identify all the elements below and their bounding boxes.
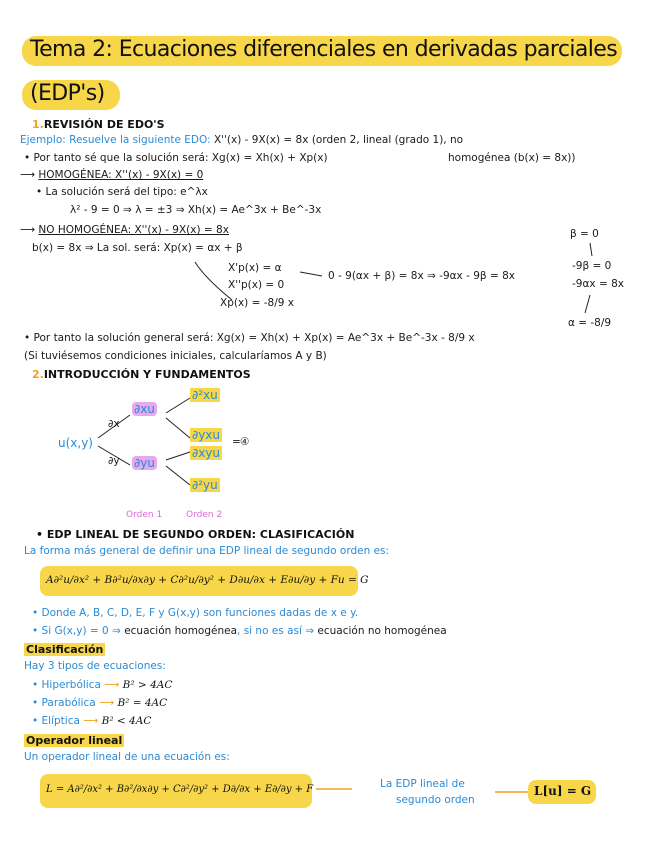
homog-characteristic: λ² - 9 = 0 ⇒ λ = ±3 ⇒ Xh(x) = Ae^3x + Be^-3x (70, 204, 322, 216)
tree-root: u(x,y) (58, 436, 93, 450)
ejemplo-label: Ejemplo: (20, 134, 66, 146)
section-number: 2. (32, 368, 44, 381)
alpha-result: α = -8/9 (568, 317, 612, 329)
page-title: Tema 2: Ecuaciones diferenciales en derivadas parciales (30, 37, 618, 62)
beta-result: β = 0 (570, 228, 599, 240)
operator-heading (24, 734, 124, 747)
leaf-dyxu (190, 428, 222, 442)
page-subtitle: (EDP's) (30, 81, 105, 106)
homog-heading: ⟶ HOMOGÉNEA: X''(x) - 9X(x) = 0 (20, 169, 204, 181)
orden-1-label: Orden 1 (126, 510, 163, 520)
operator-intro: Un operador lineal de una ecuación es: (24, 751, 230, 763)
operator-title: Operador lineal (26, 734, 123, 747)
leaf-dxxu-label: ∂²xu (192, 388, 218, 402)
equality-sign: = (232, 436, 241, 448)
type-parabolic: • Parabólica ⟶ B² = 4AC (32, 697, 168, 709)
node-dxu-label: ∂xu (134, 402, 155, 416)
system-eq-1: -9β = 0 (572, 260, 612, 272)
homogeneous-label: ecuación homogénea (124, 625, 238, 637)
leaf-dyyu-label: ∂²yu (192, 478, 218, 492)
section-number: 1. (32, 118, 44, 131)
edp-intro: La forma más general de definir una EDP lineal de segundo orden es: (24, 545, 390, 557)
rule-else: , si no es así ⇒ (237, 625, 315, 637)
orden-2-label: Orden 2 (186, 510, 223, 520)
node-dxu (132, 402, 157, 416)
theorem-mark: ④ (240, 436, 250, 448)
ejemplo-equation: X''(x) - 9X(x) = 8x (213, 134, 309, 146)
section-title: REVISIÓN DE EDO'S (43, 118, 165, 131)
operator-note-1: La EDP lineal de (380, 778, 465, 790)
operator-formula: L = A∂²/∂x² + B∂²/∂x∂y + C∂²/∂y² + D∂/∂x + E∂/∂y + F (46, 784, 314, 795)
type-hyperbolic-label: • Hiperbólica (32, 679, 101, 691)
classification-title: Clasificación (26, 643, 104, 656)
homog-solution-type: • La solución será del tipo: e^λx (36, 186, 208, 198)
derivative-2: X''p(x) = 0 (228, 279, 285, 291)
tree-edge-y: ∂y (108, 455, 120, 467)
type-parabolic-condition: B² = 4AC (117, 697, 168, 709)
coefficients-note: • Donde A, B, C, D, E, F y G(x,y) son funciones dadas de x e y. (32, 607, 359, 619)
leaf-dxxu (190, 388, 220, 402)
operator-result: L[u] = G (534, 784, 592, 798)
type-hyperbolic: • Hiperbólica ⟶ B² > 4AC (32, 679, 173, 691)
non-homogeneous-label: ecuación no homogénea (317, 625, 447, 637)
section-title: INTRODUCCIÓN Y FUNDAMENTOS (43, 368, 251, 381)
system-eq-2: -9αx = 8x (572, 278, 624, 290)
general-solution: • Por tanto la solución general será: Xg(x) = Xh(x) + Xp(x) = Ae^3x + Be^-3x - 8/9 x (24, 332, 475, 344)
nohomog-equation: NO HOMOGÉNEA: X''(x) - 9X(x) = 8x (38, 224, 229, 236)
classification-heading (24, 643, 105, 656)
type-elliptic-label: • Elíptica (32, 715, 80, 727)
ejemplo-text: Resuelve la siguiente EDO: (69, 134, 211, 146)
homogeneous-rule (32, 625, 447, 637)
tree-edge-x: ∂x (108, 418, 120, 430)
edp-general-formula: A∂²u/∂x² + B∂²u/∂x∂y + C∂²u/∂y² + D∂u/∂x + E∂u/∂y + Fu = G (46, 574, 369, 586)
edp-heading-text: EDP LINEAL DE SEGUNDO ORDEN: CLASIFICACIÓN (46, 528, 355, 541)
leaf-dxyu (190, 446, 222, 460)
edp-heading: • EDP LINEAL DE SEGUNDO ORDEN: CLASIFICACIÓN (36, 528, 355, 541)
types-intro: Hay 3 tipos de ecuaciones: (24, 660, 166, 672)
solution-form-line: • Por tanto sé que la solución será: Xg(x) = Xh(x) + Xp(x) (24, 152, 328, 164)
ejemplo-note: (orden 2, lineal (grado 1), no (311, 134, 464, 146)
type-elliptic: • Elíptica ⟶ B² < 4AC (32, 715, 152, 727)
type-elliptic-condition: B² < 4AC (101, 715, 152, 727)
derivative-1: X'p(x) = α (228, 262, 282, 274)
nohomog-form: b(x) = 8x ⇒ La sol. será: Xp(x) = αx + β (32, 242, 243, 254)
type-parabolic-label: • Parabólica (32, 697, 96, 709)
substitution: 0 - 9(αx + β) = 8x ⇒ -9αx - 9β = 8x (328, 270, 515, 282)
nohomog-heading: ⟶ NO HOMOGÉNEA: X''(x) - 9X(x) = 8x (20, 224, 229, 236)
operator-note-2: segundo orden (396, 794, 475, 806)
homog-equation: HOMOGÉNEA: X''(x) - 9X(x) = 0 (38, 169, 204, 181)
solution-form-note: homogénea (b(x) = 8x)) (448, 152, 576, 164)
particular-solution: Xp(x) = -8/9 x (220, 297, 294, 309)
leaf-dxyu-label: ∂xyu (192, 446, 221, 460)
leaf-dyxu-label: ∂yxu (192, 428, 221, 442)
node-dyu (132, 456, 157, 470)
leaf-dyyu (190, 478, 220, 492)
type-hyperbolic-condition: B² > 4AC (122, 679, 173, 691)
rule-condition: • Si G(x,y) = 0 ⇒ (32, 625, 121, 637)
node-dyu-label: ∂yu (134, 456, 155, 470)
initial-conditions-note: (Si tuviésemos condiciones iniciales, calcularíamos A y B) (24, 350, 327, 362)
